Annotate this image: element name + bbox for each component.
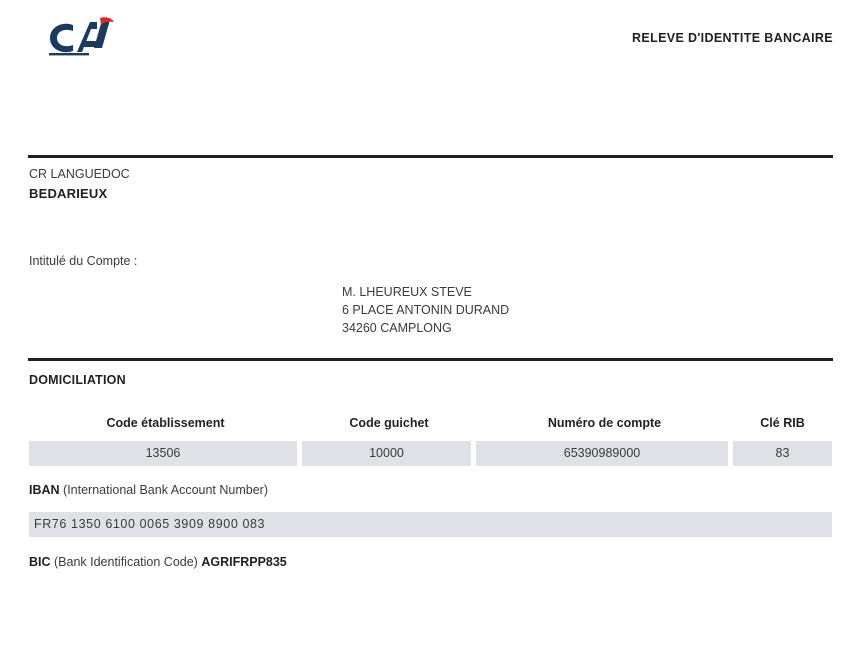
bic-value: AGRIFRPP835 [201, 555, 287, 569]
page-title: RELEVE D'IDENTITE BANCAIRE [632, 31, 833, 45]
rib-table-value-row [29, 441, 832, 466]
bic-label-bold: BIC [29, 555, 51, 569]
divider-middle [28, 358, 833, 361]
branch-name: BEDARIEUX [29, 186, 108, 201]
iban-label-bold: IBAN [29, 483, 60, 497]
account-label: Intitulé du Compte : [29, 254, 138, 268]
domiciliation-heading: DOMICILIATION [29, 373, 126, 387]
holder-name: M. LHEUREUX STEVE [342, 285, 472, 299]
holder-street: 6 PLACE ANTONIN DURAND [342, 303, 510, 317]
value-numero-de-compte: 65390989000 [476, 441, 728, 466]
bank-name: CR LANGUEDOC [29, 167, 130, 181]
header-code-etablissement: Code établissement [106, 416, 225, 430]
rib-table-header-row [29, 410, 832, 436]
rib-table [29, 410, 832, 466]
credit-agricole-logo-icon [40, 16, 116, 62]
iban-value: FR76 1350 6100 0065 3909 8900 083 [34, 517, 266, 531]
bic-line [29, 555, 287, 569]
iban-label [29, 483, 268, 497]
value-cle-rib: 83 [733, 441, 832, 466]
header-code-guichet: Code guichet [349, 416, 429, 430]
holder-city: 34260 CAMPLONG [342, 321, 452, 335]
account-holder-block [342, 283, 509, 337]
bic-label-rest: (Bank Identification Code) [50, 555, 202, 569]
document-header [0, 0, 860, 84]
divider-top [28, 155, 833, 158]
iban-label-rest: (International Bank Account Number) [59, 483, 269, 497]
value-code-guichet: 10000 [302, 441, 471, 466]
header-cle-rib: Clé RIB [760, 416, 805, 430]
header-numero-de-compte: Numéro de compte [547, 416, 662, 430]
value-code-etablissement: 13506 [29, 441, 297, 466]
